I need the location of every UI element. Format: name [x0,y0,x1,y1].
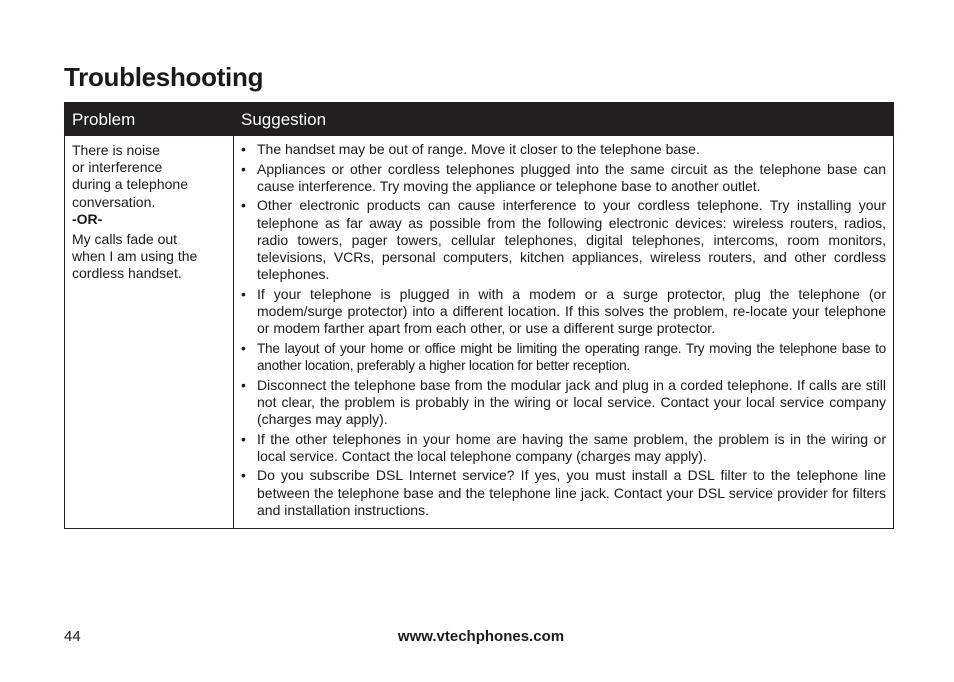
table-header-row [65,103,893,136]
bullet-icon: • [241,467,246,484]
suggestion-item [241,467,886,519]
suggestion-text: The handset may be out of range. Move it closer to the telephone base. [257,141,700,157]
suggestion-item [241,340,886,374]
suggestion-item [241,286,886,338]
suggestion-text: If your telephone is plugged in with a modem or a surge protector, plug the telephone (or modem/surge protector) into a different location. If this solves the problem, re-locate your telephone or modem farther apart from each other, or use a different surge protector. [257,285,886,337]
or-separator: -OR- [72,210,103,227]
suggestion-text: If the other telephones in your home are having the same problem, the problem is in the wiring or local service. Contact the local telephone company (charges may apply). [257,430,886,464]
troubleshooting-table [64,102,894,529]
problem-column-header: Problem [72,109,136,129]
problem-description: There is noise or interference during a telephone conversation. [72,142,188,210]
suggestion-item [241,377,886,429]
suggestion-text: Do you subscribe DSL Internet service? If yes, you must install a DSL filter to the telephone line between the telephone base and the telephone line jack. Contact your DSL service provider for filters and installation instructions. [257,467,886,518]
bullet-icon: • [241,376,246,393]
website-url: www.vtechphones.com [397,628,565,645]
suggestion-text: Appliances or other cordless telephones plugged into the same circuit as the telephone base can cause interference. Try moving the appliance or telephone base to another outlet. [257,160,886,194]
suggestion-column-header: Suggestion [241,109,327,129]
suggestion-text: Disconnect the telephone base from the modular jack and plug in a corded telephone. If calls are still not clear, the problem is probably in the wiring or local service. Contact your local service company (charges may apply). [257,376,886,427]
suggestion-item [241,431,886,465]
bullet-icon: • [241,141,246,157]
suggestion-cell [234,136,893,528]
problem-description-alt: My calls fade out when I am using the cordless handset. [72,231,198,282]
bullet-icon: • [241,340,246,356]
bullet-icon: • [241,430,246,447]
problem-cell [65,136,234,528]
suggestion-item [241,197,886,283]
suggestion-text: Other electronic products can cause interference to your cordless telephone. Try installing your telephone as far away as possible from the following electronic devices: wireless routers, radios, radio towers, pager towers, cellular telephones, digital telephones, intercoms, room monitors, televisions, VCRs, personal computers, kitchen appliances, wireless routers, and other cordless telephones. [257,197,886,283]
bullet-icon: • [241,285,246,302]
page-number: 44 [64,628,81,645]
suggestion-item [241,141,886,158]
bullet-icon: • [241,160,246,177]
table-row [65,136,893,528]
page-title: Troubleshooting [64,62,264,92]
bullet-icon: • [241,197,246,214]
suggestion-list [241,141,886,519]
suggestion-text: The layout of your home or office might be limiting the operating range. Try moving the telephone base to another location, preferably a higher location for better reception. [257,340,886,373]
suggestion-item [241,161,886,195]
